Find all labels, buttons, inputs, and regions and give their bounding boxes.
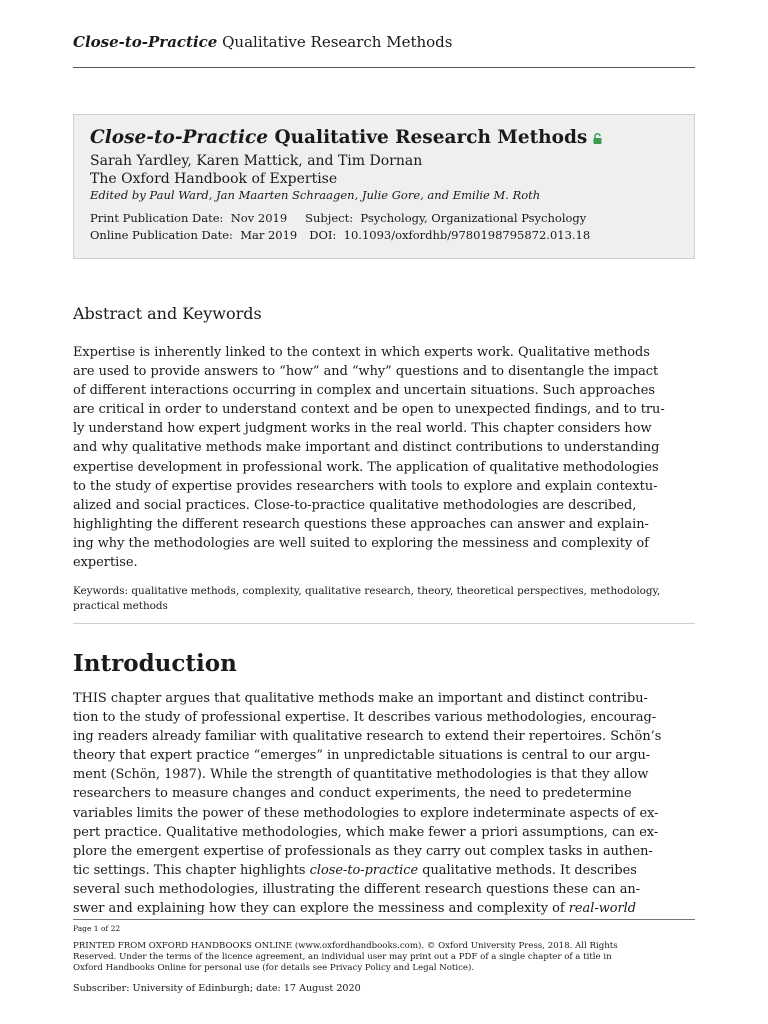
introduction-heading: Introduction (73, 650, 237, 677)
abstract-line: to the study of expertise provides researchers with tools to explore and explain contextu- (73, 478, 658, 494)
footer-divider (73, 919, 695, 920)
abstract-line: ly understand how expert judgment works in the real world. This chapter considers how (73, 421, 652, 437)
keywords-divider (73, 623, 695, 624)
intro-line: plore the emergent expertise of professionals as they carry out complex tasks in authen- (73, 843, 653, 859)
intro-line-start: swer and explaining how they can explore the messiness and complexity of (73, 901, 569, 917)
header-divider (73, 67, 695, 68)
chapter-metadata-box (73, 114, 695, 259)
keywords (73, 584, 695, 613)
intro-line: ment (Schön, 1987). While the strength of quantitative methodologies is that they allow (73, 767, 649, 783)
intro-line-start: tic settings. This chapter highlights (73, 862, 310, 878)
online-date-label: Online Publication Date: (90, 228, 233, 242)
handbook-editors: Edited by Paul Ward, Jan Maarten Schraagen, Julie Gore, and Emilie M. Roth (90, 188, 541, 202)
introduction-body (73, 689, 695, 918)
open-access-lock-icon (593, 133, 602, 144)
running-header-rest: Qualitative Research Methods (217, 33, 453, 51)
page-number: Page 1 of 22 (73, 924, 121, 933)
keywords-line: Keywords: qualitative methods, complexity, qualitative research, theory, theoretical perspectives, methodology, (73, 585, 661, 597)
intro-line: THIS chapter argues that qualitative methods make an important and distinct contribu- (73, 691, 648, 706)
abstract-line: are critical in order to understand context and be open to unexpected findings, and to tru- (73, 402, 665, 418)
subscriber-info: Subscriber: University of Edinburgh; date: 17 August 2020 (73, 983, 361, 994)
abstract-line: are used to provide answers to “how” and “why” questions and to disentangle the impact (73, 364, 659, 380)
subject-label: Subject: (305, 211, 354, 225)
intro-line: pert practice. Qualitative methodologies, which make fewer a priori assumptions, can ex- (73, 824, 659, 840)
print-publication-row (90, 211, 678, 225)
intro-line: variables limits the power of these methodologies to explore indeterminate aspects of ex- (73, 805, 659, 821)
abstract-line: expertise. (73, 555, 138, 571)
chapter-title-rest: Qualitative Research Methods (268, 127, 588, 148)
abstract-line: highlighting the different research questions these approaches can answer and explain- (73, 516, 649, 532)
keywords-line: practical methods (73, 599, 168, 612)
print-date-value: Nov 2019 (230, 211, 288, 225)
intro-line (73, 899, 695, 918)
online-date-value: Mar 2019 (240, 228, 298, 242)
abstract-line: of different interactions occurring in complex and uncertain situations. Such approaches (73, 383, 655, 399)
intro-italic-real-world: real-world (568, 901, 637, 917)
chapter-authors: Sarah Yardley, Karen Mattick, and Tim Dornan (90, 153, 423, 169)
intro-line: ing readers already familiar with qualitative research to extend their repertoires. Schön’s (73, 729, 662, 745)
intro-line: several such methodologies, illustrating the different research questions these can an- (73, 881, 641, 897)
print-date-label: Print Publication Date: (90, 211, 224, 225)
abstract-line: ing why the methodologies are well suited to exploring the messiness and complexity of (73, 535, 649, 551)
handbook-title: The Oxford Handbook of Expertise (90, 171, 338, 187)
online-publication-row (90, 228, 678, 242)
doi-value[interactable]: 10.1093/oxfordhb/9780198795872.013.18 (343, 228, 591, 242)
intro-line-end: qualitative methods. It describes (418, 862, 637, 878)
printed-notice (73, 941, 695, 975)
intro-line: tion to the study of professional expertise. It describes various methodologies, encourag- (73, 710, 657, 726)
intro-line: theory that expert practice “emerges” in unpredictable situations is central to our argu- (73, 748, 651, 764)
chapter-title (90, 127, 678, 148)
abstract-line: alized and social practices. Close-to-practice qualitative methodologies are described, (73, 497, 637, 513)
intro-line (73, 861, 695, 880)
printed-notice-line: PRINTED FROM OXFORD HANDBOOKS ONLINE (www.oxfordhandbooks.com). © Oxford University Press, 2018. All Rights (73, 941, 618, 951)
abstract-line: Expertise is inherently linked to the context in which experts work. Qualitative methods (73, 345, 650, 360)
subject-value: Psychology, Organizational Psychology (360, 211, 587, 225)
intro-italic-close-to-practice: close-to-practice (309, 862, 419, 878)
abstract-line: expertise development in professional work. The application of qualitative methodologies (73, 459, 659, 475)
abstract-heading: Abstract and Keywords (73, 304, 262, 323)
running-header-italic: Close-to-Practice (73, 33, 218, 51)
printed-notice-line: Reserved. Under the terms of the licence agreement, an individual user may print out a PDF of a single chapter of a title in (73, 952, 612, 963)
doi-label: DOI: (309, 228, 337, 242)
abstract-line: and why qualitative methods make important and distinct contributions to understanding (73, 440, 660, 456)
abstract-body (73, 343, 695, 572)
chapter-title-italic: Close-to-Practice (90, 127, 269, 148)
printed-notice-line: Oxford Handbooks Online for personal use (for details see Privacy Policy and Legal Notice). (73, 963, 475, 974)
intro-line: researchers to measure changes and conduct experiments, the need to predetermine (73, 786, 632, 802)
running-header (73, 33, 452, 51)
